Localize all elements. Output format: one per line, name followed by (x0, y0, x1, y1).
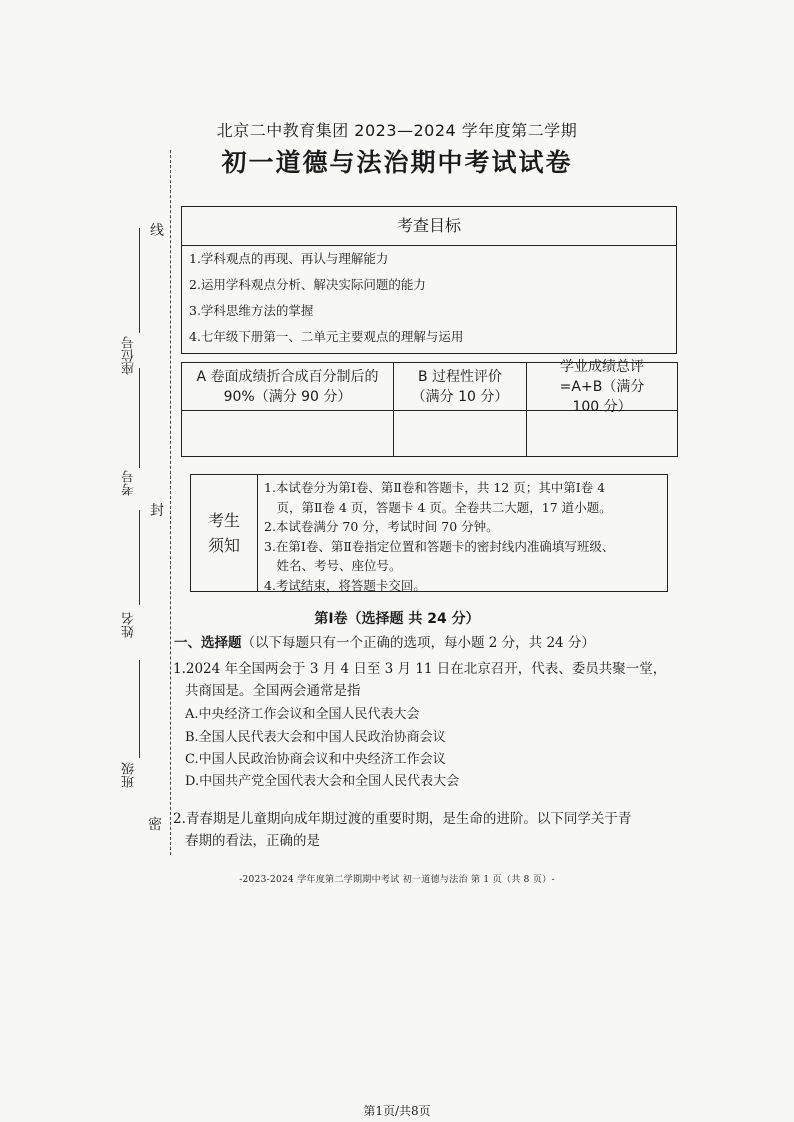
goals-heading: 考查目标 (182, 207, 676, 246)
seat-field-rule (139, 228, 140, 333)
field-label-class: 班级 (122, 762, 137, 788)
question-2-line1: 2.青春期是儿童期向成年期过渡的重要时期，是生命的进阶。以下同学关于青 (173, 811, 632, 827)
part1-heading-line (174, 631, 595, 651)
exam-number-field-rule (139, 368, 140, 468)
binding-char-feng: 封 (150, 503, 164, 519)
question-1-option-c[interactable]: C.中国人民政治协商会议和中央经济工作会议 (185, 752, 446, 767)
notice-line: 2.本试卷满分 70 分，考试时间 70 分钟。 (264, 519, 499, 535)
name-field-rule (139, 510, 140, 605)
exam-title: 初一道德与法治期中考试试卷 (221, 148, 573, 177)
assessment-goals-box (181, 206, 677, 354)
binding-char-xian: 线 (150, 223, 164, 239)
field-label-seat: 座位号 (122, 336, 137, 375)
notice-line: 4.考试结束，将答题卡交回。 (264, 577, 426, 593)
score-header-b: B 过程性评价（满分 10 分） (394, 363, 527, 411)
question-1-option-d[interactable]: D.中国共产党全国代表大会和全国人民代表大会 (185, 774, 460, 789)
page-footer: -2023-2024 学年度第二学期期中考试 初一道德与法治 第 1 页（共 8 页）- (239, 875, 555, 885)
score-header-c: 学业成绩总评=A+B（满分 100 分） (527, 363, 677, 411)
question-1-line2: 共商国是。全国两会通常是指 (185, 683, 361, 699)
question-2-stem (173, 808, 631, 852)
school-term-line: 北京二中教育集团 2023—2024 学年度第二学期 (216, 121, 578, 140)
goal-item: 4.七年级下册第一、二单元主要观点的理解与运用 (189, 329, 464, 344)
question-1-option-a[interactable]: A.中央经济工作会议和全国人民代表大会 (185, 707, 420, 722)
goal-item: 3.学科思维方法的掌握 (189, 303, 314, 318)
notice-label (191, 475, 258, 591)
question-1-stem (173, 658, 666, 702)
page-indicator: 第1页/共8页 (363, 1104, 431, 1118)
goal-item: 2.运用学科观点分析、解决实际问题的能力 (189, 277, 426, 292)
notice-line: 页，第Ⅱ卷 4 页，答题卡 4 页。全卷共二大题，17 道小题。 (264, 499, 612, 515)
section-title: 第Ⅰ卷（选择题 共 24 分） (314, 611, 480, 627)
field-label-exam-number: 考号 (122, 470, 137, 496)
part1-instruction: （以下每题只有一个正确的选项，每小题 2 分，共 24 分） (241, 635, 595, 651)
binding-char-mi: 密 (148, 817, 162, 833)
notice-items (258, 475, 618, 591)
notice-label-line1: 考生 (207, 511, 240, 530)
notice-line: 1.本试卷分为第Ⅰ卷、第Ⅱ卷和答题卡，共 12 页；其中第Ⅰ卷 4 (264, 480, 606, 495)
score-cell-a[interactable] (182, 411, 394, 456)
binding-dashed-line (170, 150, 171, 855)
question-1-option-b[interactable]: B.全国人民代表大会和中国人民政治协商会议 (185, 730, 446, 745)
question-2-line2: 春期的看法，正确的是 (185, 833, 320, 849)
field-label-name: 姓名 (122, 612, 137, 638)
question-1-line1: 1.2024 年全国两会于 3 月 4 日至 3 月 11 日在北京召开，代表、委员共聚一堂， (173, 661, 667, 677)
notice-label-line2: 须知 (207, 536, 240, 555)
candidate-notice-box (190, 474, 668, 592)
score-cell-b[interactable] (394, 411, 527, 456)
goal-item: 1.学科观点的再现、再认与理解能力 (189, 251, 389, 266)
part1-heading: 一、选择题 (174, 635, 242, 651)
score-cell-total[interactable] (527, 411, 677, 456)
class-field-rule (139, 660, 140, 758)
notice-line: 3.在第Ⅰ卷、第Ⅱ卷指定位置和答题卡的密封线内准确填写班级、 (264, 538, 615, 554)
notice-line: 姓名、考号、座位号。 (264, 558, 402, 574)
score-table (181, 358, 678, 457)
score-header-a: A 卷面成绩折合成百分制后的 90%（满分 90 分） (182, 363, 394, 411)
